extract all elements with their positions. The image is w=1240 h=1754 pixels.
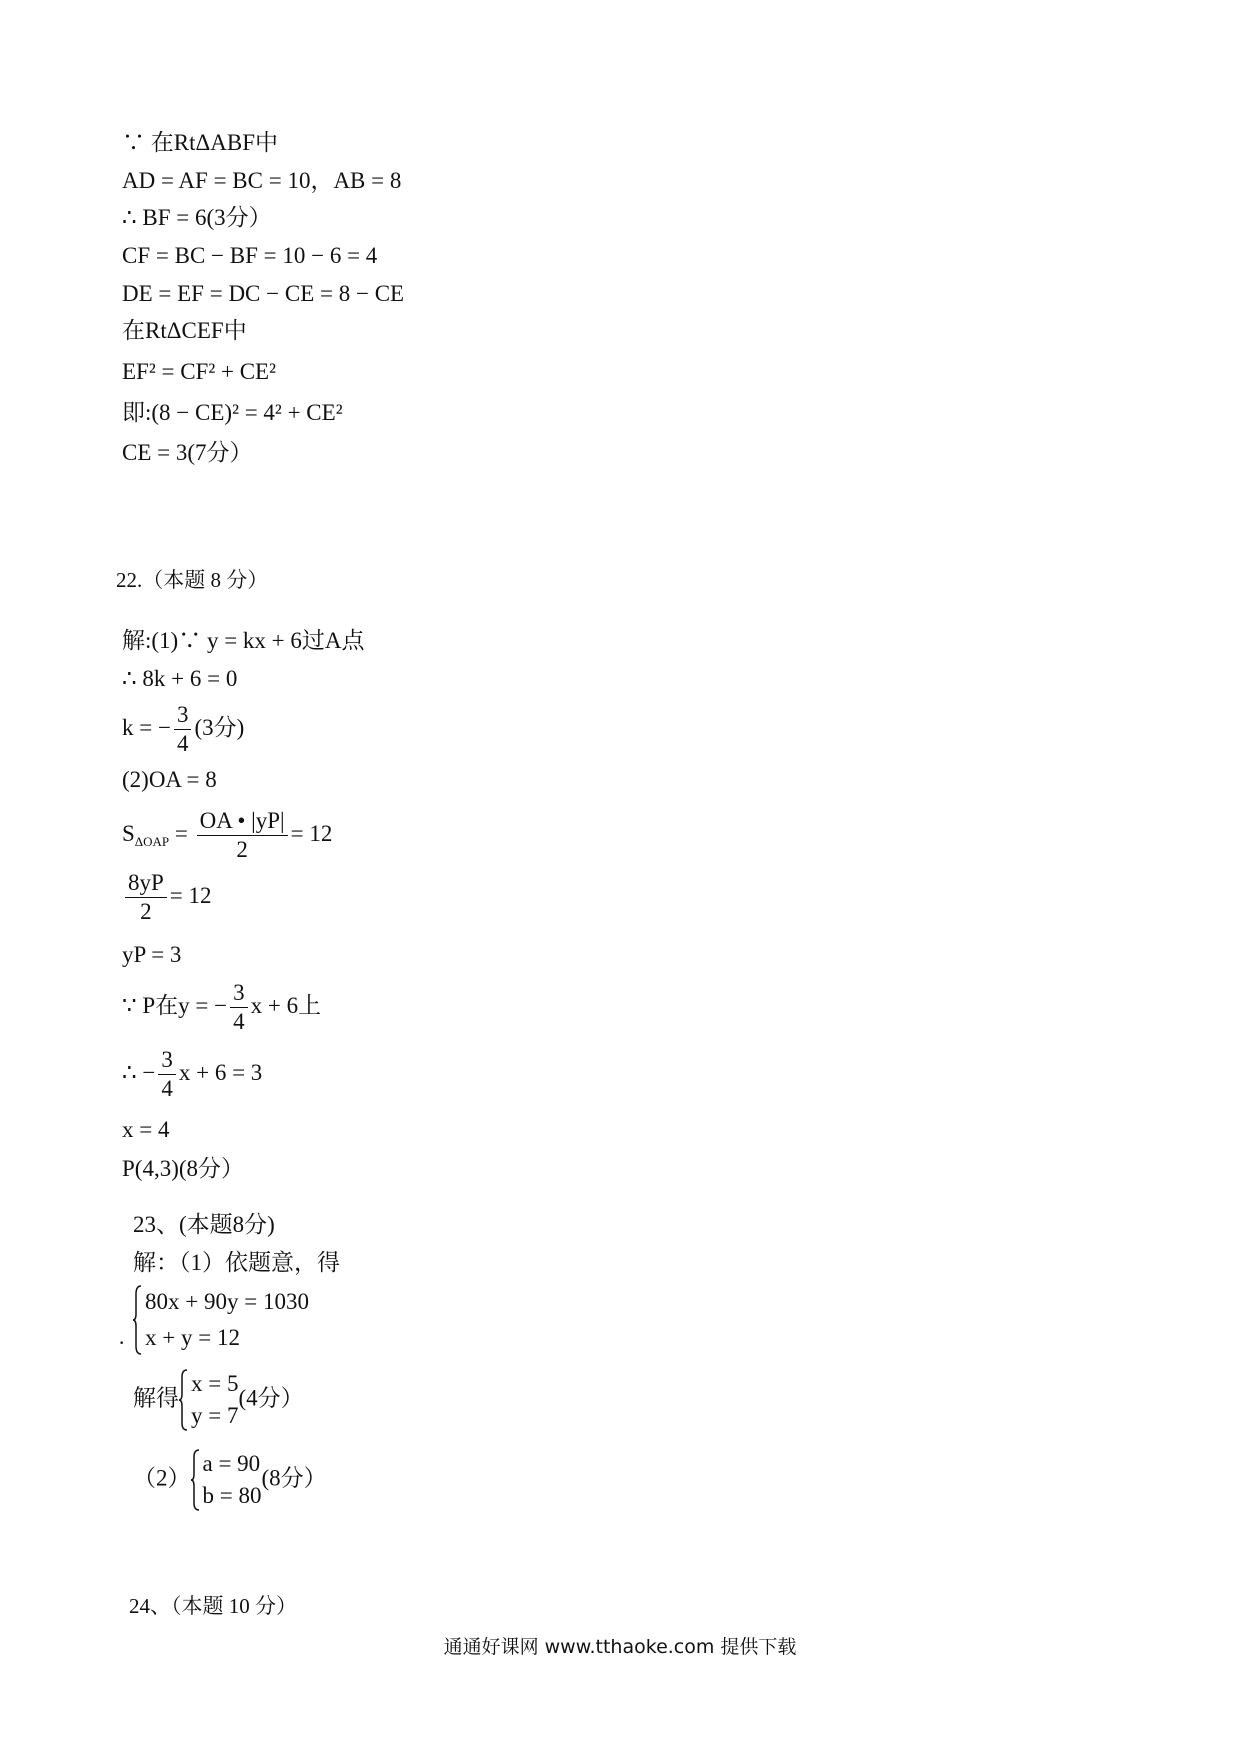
q23-p2-score: (8分）: [261, 1465, 327, 1491]
q22-l6-post: = 12: [169, 882, 212, 908]
q22-l3-pre: k = −: [122, 714, 171, 740]
q23-header: 23、(本题8分): [133, 1212, 275, 1237]
brace-icon: [179, 1368, 188, 1432]
q23-solution: [133, 1368, 304, 1432]
q22-line-3: [122, 702, 244, 757]
q21-line-3: ∴ BF = 6(3分）: [122, 205, 272, 230]
footer: 通通好课网 www.tthaoke.com 提供下载: [443, 1636, 797, 1658]
q22-line-6: [122, 870, 212, 925]
q22-line-5: $S_{\Delta OAP}$ = $\frac{OA • |yP|}{2}$ = 12: [122, 808, 333, 862]
fraction: [174, 702, 192, 757]
fraction-numerator: OA • |yP|: [197, 808, 288, 836]
q21-line-6: 在RtΔCEF中: [122, 318, 247, 343]
q21-l3-pre: ∴ BF = 6(: [122, 205, 215, 230]
q23-eq2: x + y = 12: [145, 1325, 240, 1350]
q21-line-9: CE = 3(7分）: [122, 440, 253, 465]
q23-sol2: y = 7: [191, 1403, 239, 1428]
q24-header: 24、（本题 10 分）: [129, 1594, 297, 1618]
q22-line-1: 解:(1)∵ y = kx + 6过A点: [122, 628, 365, 653]
q22-l8-pre: ∵ P在y = −: [122, 992, 228, 1018]
q23-eq1: 80x + 90y = 1030: [145, 1289, 309, 1314]
equation-system: [133, 1284, 309, 1356]
fraction: [230, 980, 248, 1035]
q22-l3-post: (3分): [194, 714, 245, 740]
fraction: [158, 1047, 176, 1102]
q22-header: 22.（本题 8 分）: [116, 568, 269, 592]
q22-line-4: (2)OA = 8: [122, 767, 217, 792]
fraction: [125, 870, 167, 925]
brace-icon: [191, 1448, 200, 1512]
q21-line-7: EF² = CF² + CE²: [122, 359, 276, 384]
q22-line-9: [122, 1047, 262, 1102]
q22-line-2: ∴ 8k + 6 = 0: [122, 666, 238, 691]
q22-l5-pre: S: [122, 820, 135, 846]
fraction-numerator: 3: [158, 1047, 176, 1075]
q22-l9-post: x + 6 = 3: [178, 1059, 263, 1085]
q22-l5-sub: ΔOAP: [134, 833, 170, 849]
bullet-dot: ·: [118, 1330, 126, 1355]
fraction-numerator: 3: [174, 702, 192, 730]
fraction: [197, 808, 288, 863]
fraction-numerator: 3: [230, 980, 248, 1008]
fraction-denominator: 4: [176, 731, 189, 756]
q21-l9-pre: CE = 3(: [122, 440, 196, 465]
q23-sol-score: (4分）: [238, 1385, 304, 1411]
q21-line-2: AD = AF = BC = 10，AB = 8: [122, 168, 402, 193]
q23-sol1: x = 5: [191, 1371, 239, 1396]
q22-line-11: P(4,3)(8分）: [122, 1156, 245, 1181]
brace-icon: [133, 1284, 142, 1356]
q22-l5-post: = 12: [290, 820, 333, 846]
q21-line-4: CF = BC − BF = 10 − 6 = 4: [122, 243, 378, 268]
fraction-denominator: 2: [236, 837, 248, 862]
fraction-denominator: 4: [233, 1009, 245, 1034]
q23-part-2: [133, 1448, 327, 1512]
q22-l8-post: x + 6上: [250, 992, 322, 1018]
q23-p2-pre: （2）: [133, 1465, 191, 1491]
q22-line-7: yP = 3: [122, 942, 182, 967]
q21-l9-score: 7分: [195, 440, 230, 465]
fraction-denominator: 2: [140, 899, 152, 924]
q23-sol-pre: 解得: [133, 1385, 179, 1411]
part2-system: [191, 1448, 262, 1512]
q21-line-8: 即:(8 − CE)² = 4² + CE²: [122, 400, 343, 425]
q23-line-1: 解：（1）依题意，得: [133, 1250, 340, 1275]
q22-line-8: [122, 980, 321, 1035]
q23-p2b: b = 80: [202, 1483, 262, 1508]
solution-system: [179, 1368, 238, 1432]
fraction-denominator: 4: [161, 1076, 173, 1101]
q21-line-5: DE = EF = DC − CE = 8 − CE: [122, 281, 405, 306]
q21-line-1: ∵ 在RtΔABF中: [122, 130, 279, 155]
q22-line-10: x = 4: [122, 1117, 170, 1142]
fraction-numerator: 8yP: [125, 870, 167, 898]
q21-l3-score: 3分: [214, 205, 249, 230]
q22-l9-pre: ∴ −: [122, 1059, 156, 1085]
q23-system-1: [133, 1284, 309, 1356]
q23-p2a: a = 90: [202, 1451, 261, 1476]
